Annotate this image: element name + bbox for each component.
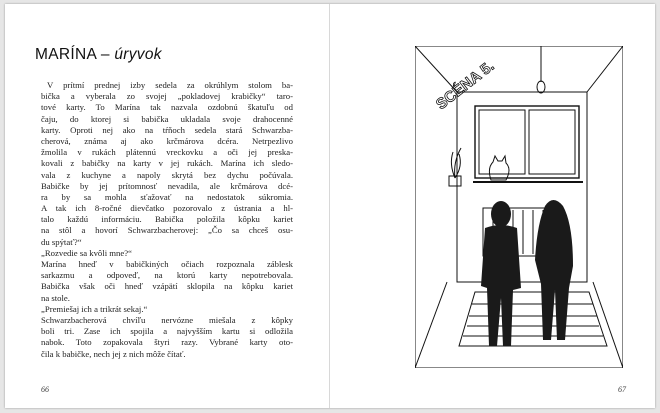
page-number-left: 66 — [41, 385, 49, 394]
text-line: „Rozvedie sa kvôli mne?“ — [41, 247, 132, 258]
window-pane-left — [479, 110, 525, 174]
text-line: du spýtať?“ — [41, 236, 82, 247]
figures — [481, 200, 573, 346]
text-line: nabok. Toto zopakovala štyri razy. Vybrané karty oto- — [41, 337, 293, 348]
cat — [489, 156, 509, 180]
figure-right — [535, 200, 573, 340]
text-line: cherová, známa aj ako krčmárova dcéra. Netrpezlivo — [41, 135, 293, 146]
scene-caption: SCÉNA 5. — [432, 57, 498, 114]
text-line: talo každú informáciu. Babička položila kôpku kariet — [41, 214, 293, 225]
text-line: Babičke by jej prítomnosť nevadila, ale krčmárova dcé- — [41, 180, 293, 191]
plant-leaves — [451, 148, 461, 178]
text-line: na stôl a hovorí Schwarzbacherovej: „Čo sa chceš osu- — [41, 225, 293, 236]
chapter-title-subtitle: úryvok — [114, 46, 162, 63]
book-spread — [5, 4, 655, 408]
text-line: vala z kuchyne a napoly skrytá bez dychu počúvala. — [41, 169, 293, 180]
lamp-bulb — [537, 81, 545, 93]
figure-left-head — [491, 201, 511, 227]
chapter-title-main: MARÍNA – — [35, 46, 115, 63]
text-line: bička a vyberala zo svojej „pokladovej krabičky“ taro- — [41, 91, 293, 102]
text-line: V prítmí prednej izby sedela za okrúhlym stolom ba- — [47, 80, 293, 90]
text-line: sarkazmu a odpoveď, na ktorú karty nepotrebovala. — [41, 270, 293, 281]
window — [475, 106, 579, 178]
text-line: Marína hneď v babičkiných očiach rozpoznala záblesk — [41, 259, 293, 269]
text-line: „Premiešaj ich a trikrát sekaj.“ — [41, 303, 148, 314]
text-line: karty. Oproti nej ako na tŕňoch sedela stará Schwarzba- — [41, 124, 293, 135]
room-edge — [415, 282, 447, 368]
text-line: boli tri. Zase ich spojila a najvyšším kartu si odložila — [41, 326, 293, 337]
room-edge — [587, 46, 623, 92]
text-line: čila k babičke, nech jej z nich môže čítať. — [41, 348, 186, 359]
figure-left-body — [481, 225, 521, 346]
text-line: tové karty. To Marína tak nazvala ozdobnú škatuľu od — [41, 102, 293, 113]
rug — [459, 292, 607, 346]
text-line: Babička však oči hneď vzápätí sklopila na kôpku kariet — [41, 281, 293, 292]
text-line: na stole. — [41, 292, 70, 303]
text-line: čaju, do ktorej si babička ukladala svoje drahocenné — [41, 113, 293, 124]
chapter-title — [35, 46, 162, 64]
text-line: A tak ich 8-ročné dievčatko pozorovalo z ústrania a hl- — [41, 203, 293, 214]
text-line: ra by sa mohla sťažovať na nedostatok súkromia. — [41, 191, 293, 202]
body-text — [41, 80, 293, 360]
page-number-right: 67 — [618, 385, 626, 394]
text-line: kovali z babičky na karty v jej rukách. Marína ich sledo- — [41, 158, 293, 169]
text-line: žmolila v rukách plátennú vreckovku a oči jej preska- — [41, 147, 293, 158]
page-gutter — [329, 4, 330, 408]
illustration-scene-5 — [415, 46, 623, 368]
window-pane-right — [529, 110, 575, 174]
room-edge — [593, 282, 623, 368]
text-line: Schwarzbacherová chvíľu nervózne miešala z kôpky — [41, 314, 293, 325]
